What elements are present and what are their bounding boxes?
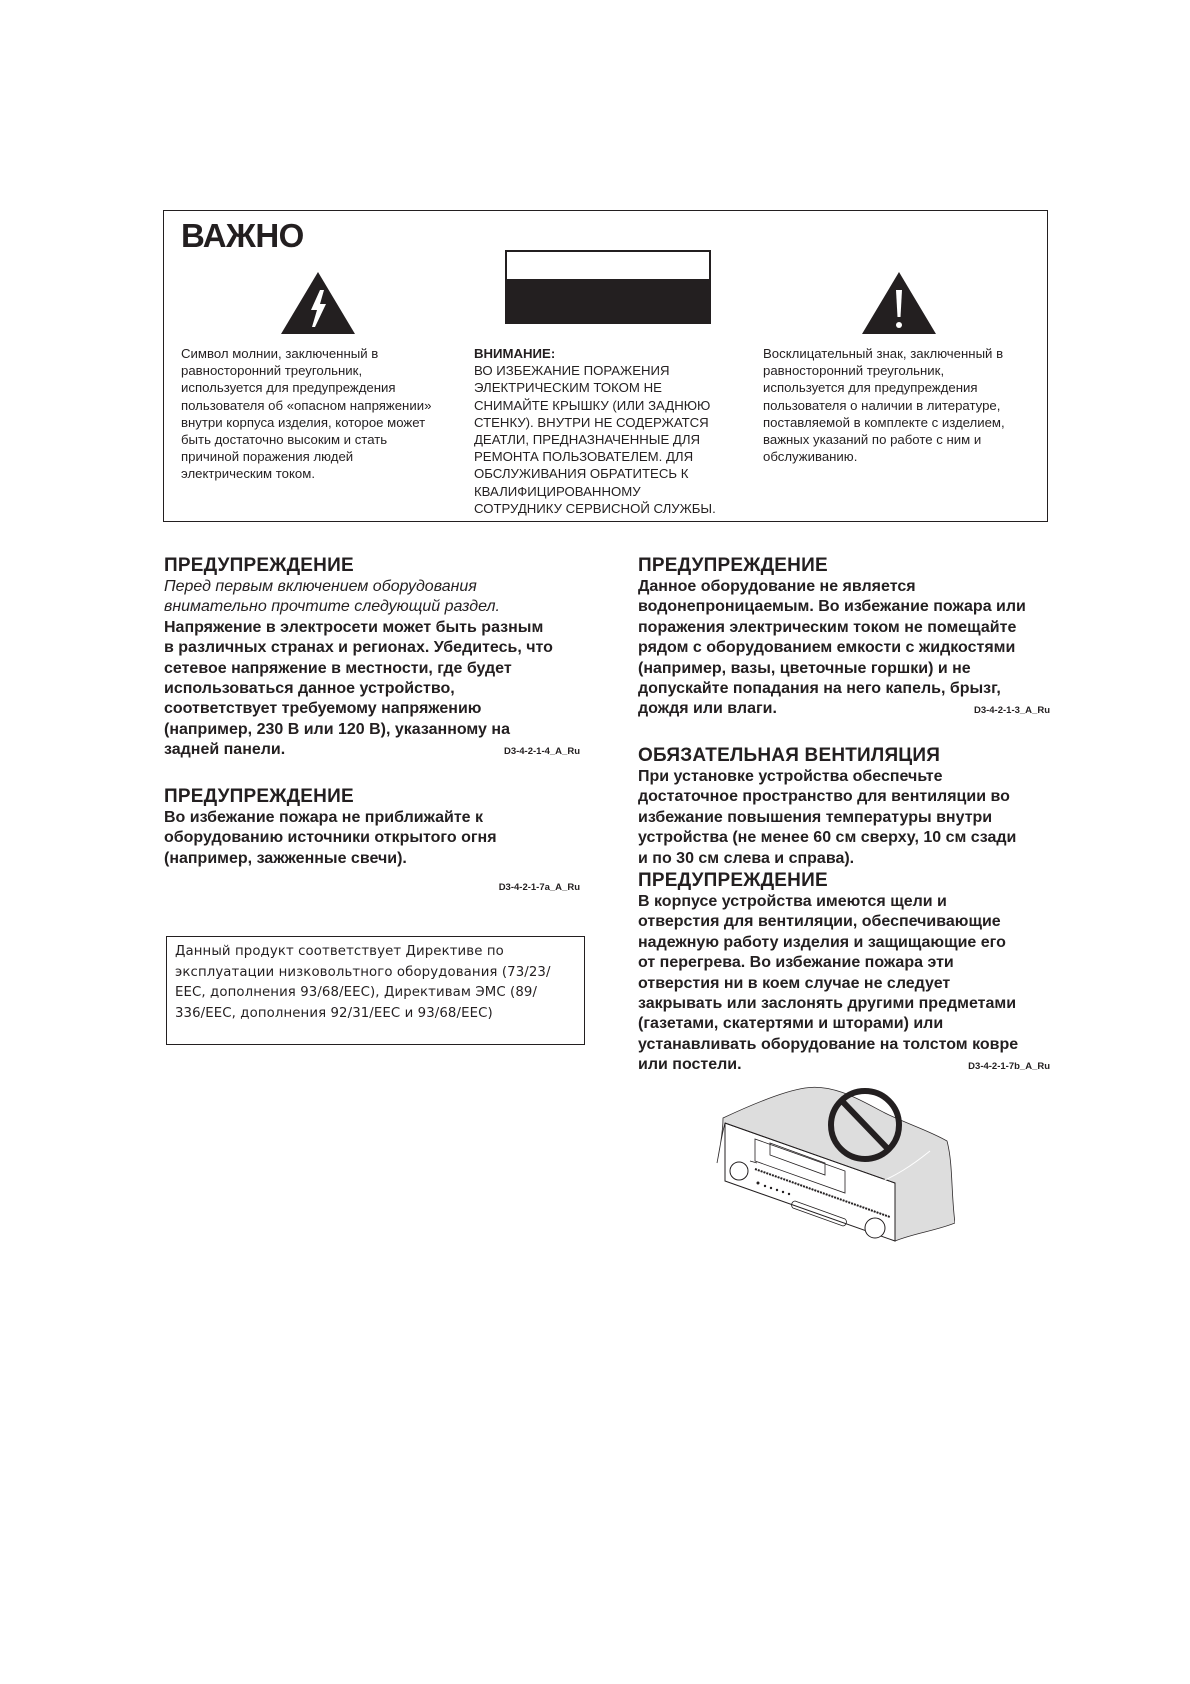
voltage-warning-section	[164, 555, 580, 761]
text-line: и по 30 см слева и справа).	[638, 849, 855, 867]
text-line: дождя или влаги.	[638, 700, 777, 718]
text-line: поражения электрическим током не помещайте	[638, 618, 1017, 636]
important-title: ВАЖНО	[181, 217, 304, 254]
text-line: Данный продукт соответствует Директиве по	[175, 944, 504, 959]
text-line: Напряжение в электросети может быть разным	[164, 618, 544, 636]
text-line: задней панели.	[164, 741, 286, 759]
text-line: ВО ИЗБЕЖАНИЕ ПОРАЖЕНИЯ	[474, 363, 670, 379]
text-line: Данное оборудование не является	[638, 578, 916, 595]
text-line: отверстия для вентиляции, обеспечивающие	[638, 913, 1001, 931]
text-line: Восклицательный знак, заключенный в	[763, 346, 1004, 361]
text-line: отверстия ни в коем случае не следует	[638, 974, 951, 992]
text-line: важных указаний по работе с ним и	[763, 432, 982, 448]
text-line: КВАЛИФИЦИРОВАННОМУ	[474, 483, 641, 499]
caution-label-panel	[505, 250, 711, 324]
italic-line: внимательно прочтите следующий раздел.	[164, 598, 500, 616]
text-line: (например, вазы, цветочные горшки) и не	[638, 659, 971, 677]
text-line: Символ молнии, заключенный в	[181, 346, 379, 361]
text-line: равносторонний треугольник,	[181, 363, 363, 379]
text-line: электрическим током.	[181, 466, 315, 482]
text-line: устанавливать оборудование на толстом ковре	[638, 1035, 1019, 1053]
text-line: внутри корпуса изделия, которое может	[181, 414, 426, 430]
text-line: использоваться данное устройство,	[164, 680, 455, 698]
ventilation-section	[638, 745, 1050, 869]
text-line: поставляемой в комплекте с изделием,	[763, 414, 1005, 430]
document-code: D3-4-2-1-3_A_Ru	[973, 705, 1050, 717]
text-line: Во избежание пожара не приближайте к	[164, 809, 484, 826]
section-heading: ПРЕДУПРЕЖДЕНИЕ	[638, 555, 828, 576]
caution-heading: ВНИМАНИЕ:	[474, 346, 556, 361]
caution-description	[474, 345, 716, 517]
text-line: эксплуатации низковольтного оборудования (73/23/	[175, 964, 551, 980]
text-line: обслуживанию.	[763, 449, 858, 465]
lightning-symbol-description	[181, 345, 431, 483]
text-line: При установке устройства обеспечьте	[638, 768, 943, 785]
eu-directive-compliance-box	[166, 936, 585, 1045]
text-line: устройства (не менее 60 см сверху, 10 см сзади	[638, 829, 1017, 847]
document-code: D3-4-2-1-7b_A_Ru	[968, 1061, 1050, 1073]
text-line: СНИМАЙТЕ КРЫШКУ (ИЛИ ЗАДНЮЮ	[474, 397, 711, 413]
section-heading: ПРЕДУПРЕЖДЕНИЕ	[164, 555, 354, 576]
text-line: в различных странах и регионах. Убедитесь, что	[164, 639, 553, 657]
exclamation-warning-triangle-icon	[862, 272, 936, 334]
text-line: ОБСЛУЖИВАНИЯ ОБРАТИТЕСЬ К	[474, 466, 689, 482]
document-code: D3-4-2-1-4_A_Ru	[503, 746, 580, 758]
section-heading: ОБЯЗАТЕЛЬНАЯ ВЕНТИЛЯЦИЯ	[638, 745, 941, 766]
text-line: сетевое напряжение в местности, где будет	[164, 659, 512, 677]
text-line: рядом с оборудованием емкости с жидкостями	[638, 639, 1016, 657]
text-line: соответствует требуемому напряжению	[164, 700, 482, 718]
lightning-warning-triangle-icon	[281, 272, 355, 334]
text-line: или постели.	[638, 1056, 742, 1074]
text-line: надежную работу изделия и защищающие его	[638, 933, 1006, 951]
text-line: 336/EEC, дополнения 92/31/EEC и 93/68/EEC)	[175, 1005, 493, 1021]
text-line: используется для предупреждения	[181, 380, 396, 396]
text-line: достаточное пространство для вентиляции во	[638, 788, 1010, 806]
text-line: оборудованию источники открытого огня	[164, 829, 497, 847]
covered-receiver-prohibited-illustration	[715, 1083, 955, 1253]
water-warning-section	[638, 555, 1050, 720]
text-line: от перегрева. Во избежание пожара эти	[638, 954, 954, 972]
text-line: допускайте попадания на него капель, брызг,	[638, 680, 1001, 698]
text-line: РЕМОНТА ПОЛЬЗОВАТЕЛЕМ. ДЛЯ	[474, 449, 694, 465]
text-line: СТЕНКУ). ВНУТРИ НЕ СОДЕРЖАТСЯ	[474, 414, 709, 430]
open-flame-warning-section	[164, 786, 580, 895]
text-line: пользователя о наличии в литературе,	[763, 397, 1001, 413]
text-line: (например, 230 В или 120 В), указанному на	[164, 720, 510, 738]
text-line: быть достаточно высоким и стать	[181, 432, 388, 448]
text-line: ЭЛЕКТРИЧЕСКИМ ТОКОМ НЕ	[474, 380, 662, 396]
text-line: СОТРУДНИКУ СЕРВИСНОЙ СЛУЖБЫ.	[474, 500, 716, 516]
text-line: избежание повышения температуры внутри	[638, 808, 993, 826]
text-line: причиной поражения людей	[181, 449, 354, 465]
text-line: ДЕАТЛИ, ПРЕДНАЗНАЧЕННЫЕ ДЛЯ	[474, 432, 701, 448]
text-line: (газетами, скатертями и шторами) или	[638, 1015, 944, 1033]
section-heading: ПРЕДУПРЕЖДЕНИЕ	[164, 786, 354, 807]
text-line: EEC, дополнения 93/68/EEC), Директивам ЭМС (89/	[175, 985, 538, 1001]
exclamation-symbol-description	[763, 345, 1005, 465]
text-line: закрывать или заслонять другими предметами	[638, 995, 1017, 1013]
section-heading: ПРЕДУПРЕЖДЕНИЕ	[638, 870, 828, 891]
text-line: используется для предупреждения	[763, 380, 978, 396]
vent-openings-warning-section	[638, 870, 1050, 1076]
text-line: В корпусе устройства имеются щели и	[638, 893, 947, 910]
document-code: D3-4-2-1-7a_A_Ru	[498, 882, 580, 894]
italic-line: Перед первым включением оборудования	[164, 578, 477, 595]
text-line: пользователя об «опасном напряжении»	[181, 397, 432, 413]
text-line: водонепроницаемым. Во избежание пожара или	[638, 598, 1026, 616]
text-line: равносторонний треугольник,	[763, 363, 945, 379]
text-line: (например, зажженные свечи).	[164, 849, 407, 867]
